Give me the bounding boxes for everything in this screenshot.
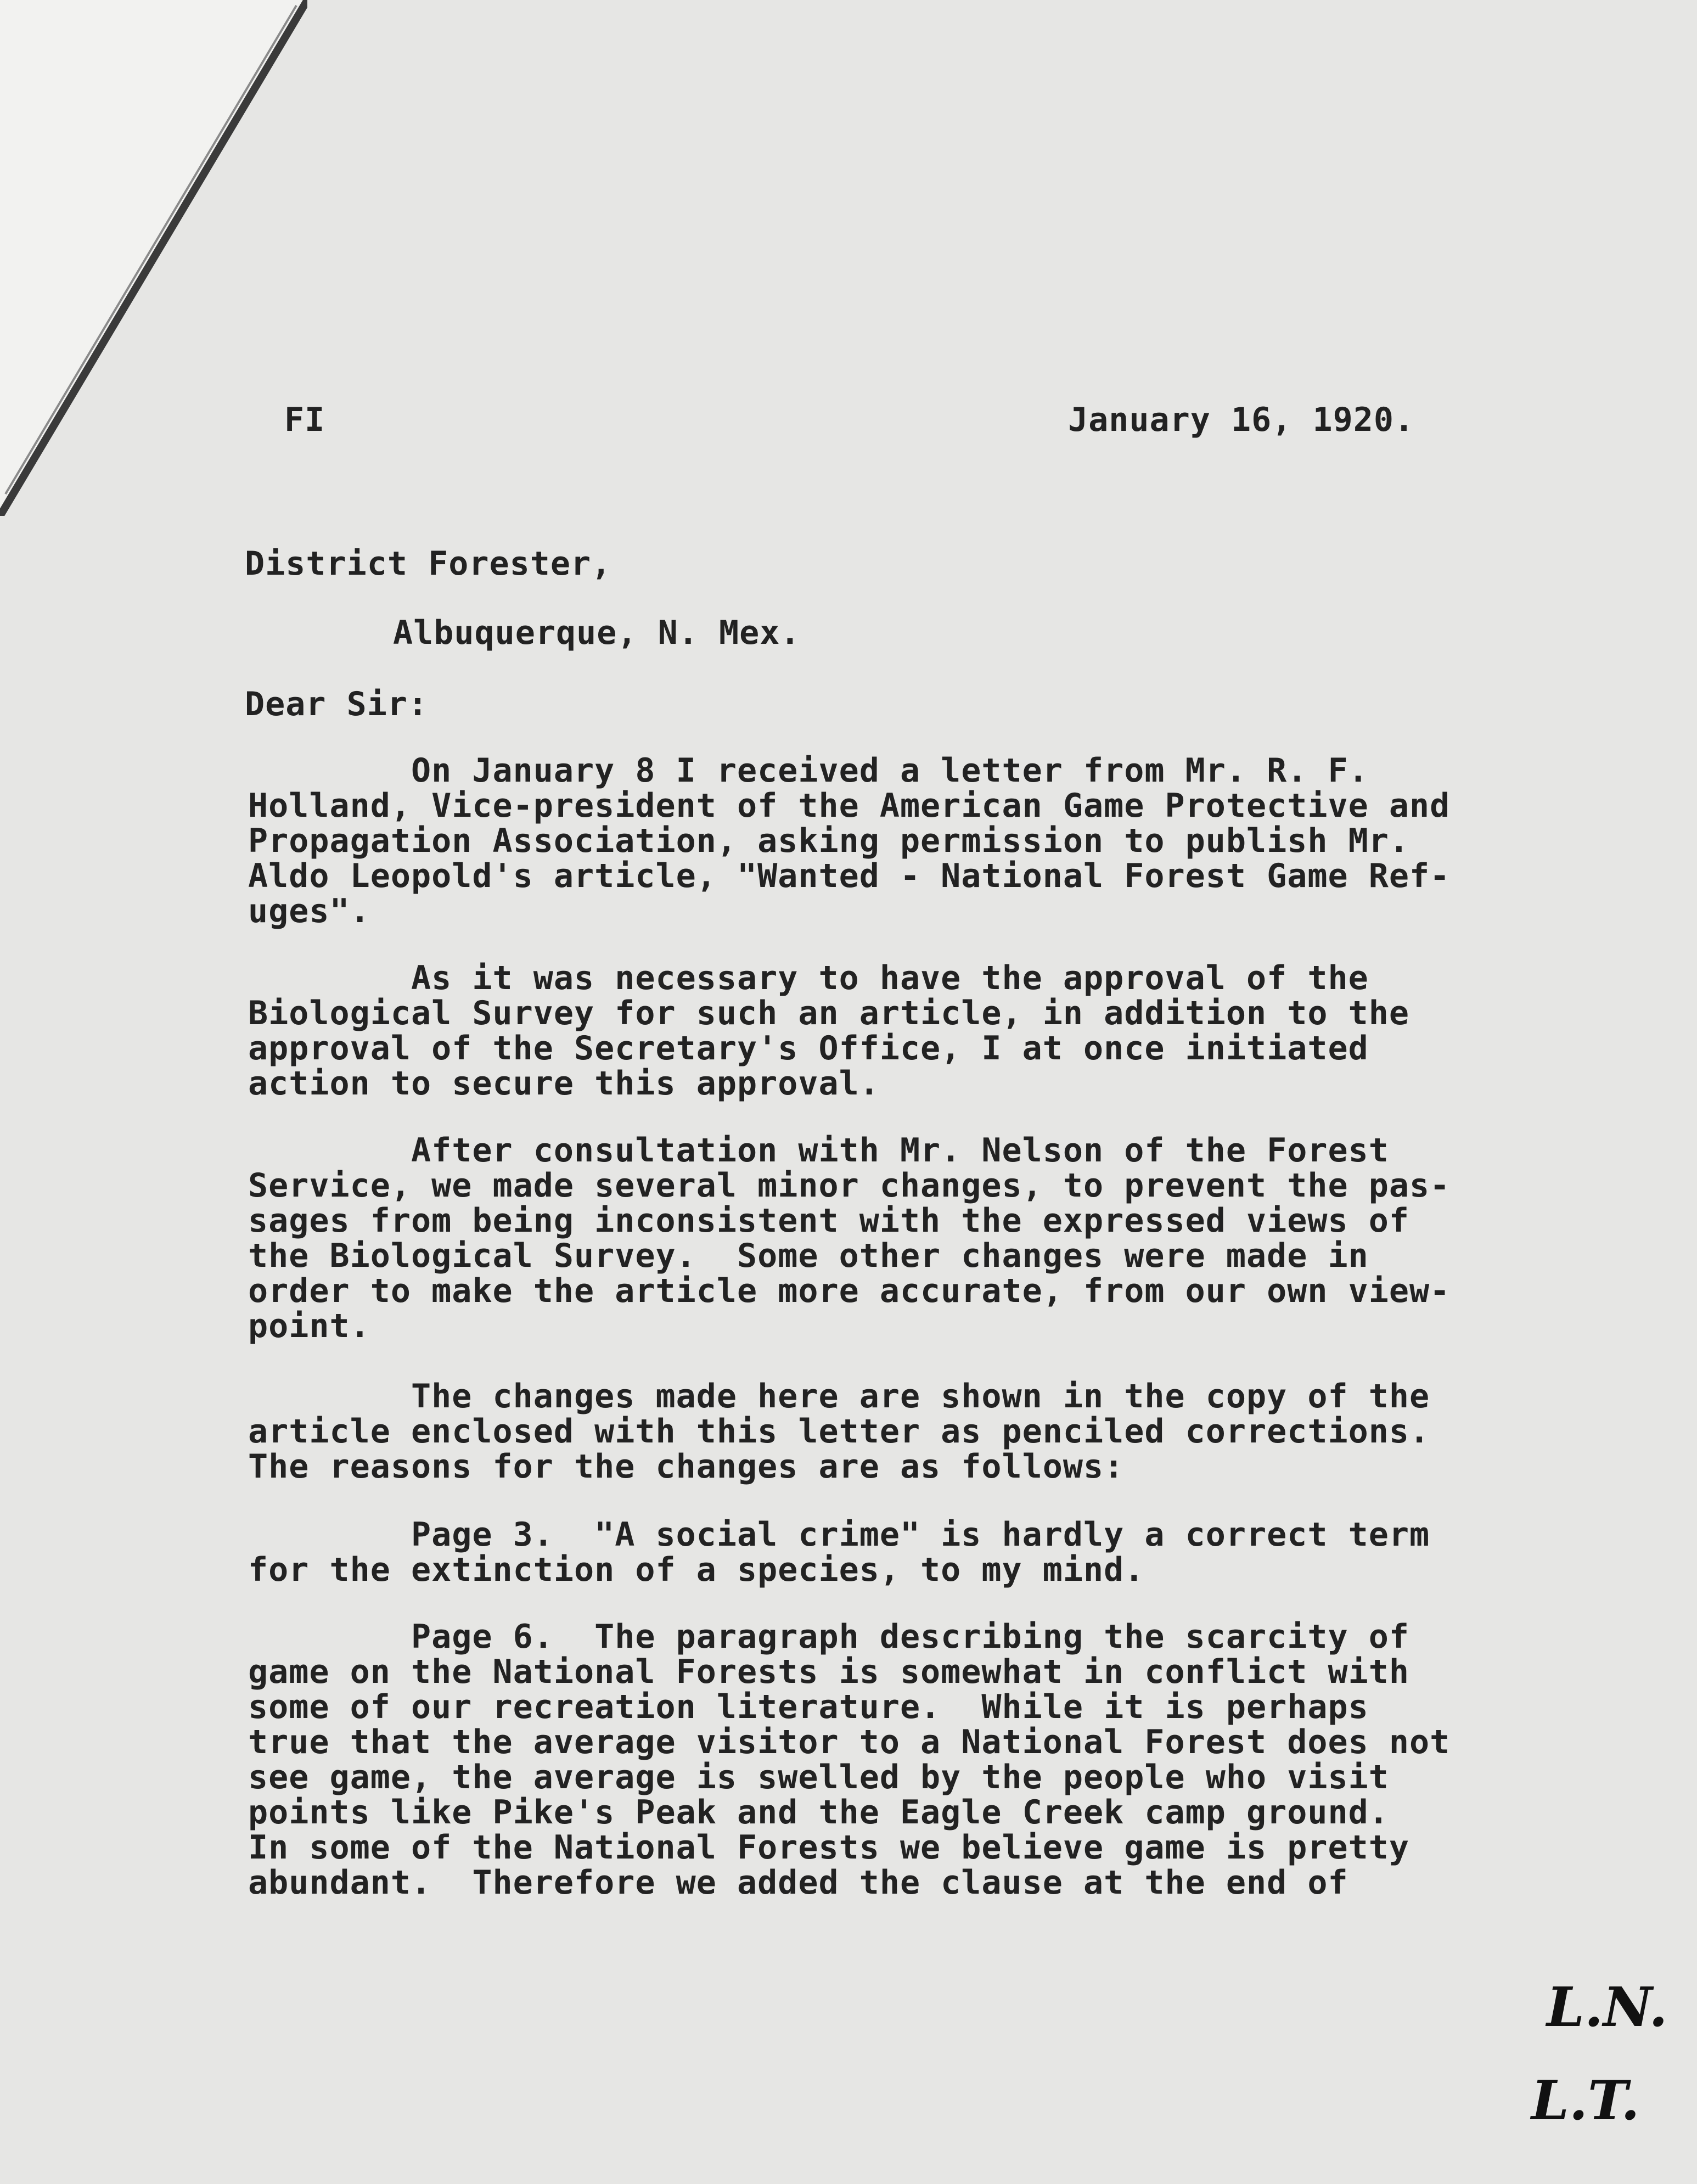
paragraph-1 [248,753,1450,929]
text-line: In some of the National Forests we believe game is pretty [248,1828,1410,1867]
text-line: After consultation with Mr. Nelson of the Forest [248,1131,1389,1170]
text-line: for the extinction of a species, to my mind. [248,1551,1145,1589]
text-line: The reasons for the changes are as follows: [248,1447,1125,1486]
paragraph-4 [248,1379,1430,1484]
text-line: true that the average visitor to a National Forest does not [248,1723,1451,1761]
text-line: Page 3. "A social crime" is hardly a correct term [248,1515,1430,1554]
text-line: abundant. Therefore we added the clause at the end of [248,1863,1348,1902]
recipient-title: District Forester, [245,544,612,583]
text-line: On January 8 I received a letter from Mr. R. F. [248,751,1369,790]
text-line: order to make the article more accurate, from our own view- [248,1272,1451,1310]
text-line: point. [248,1307,370,1345]
text-line: Holland, Vice-president of the American Game Protective and [248,787,1451,825]
letter-date: January 16, 1920. [1068,401,1415,439]
text-line: see game, the average is swelled by the people who visit [248,1758,1389,1796]
text-line: As it was necessary to have the approval of the [248,959,1369,997]
paragraph-6 [248,1619,1450,1900]
paragraph-5 [248,1517,1430,1587]
salutation: Dear Sir: [245,685,429,723]
text-line: action to secure this approval. [248,1064,880,1103]
recipient-location: Albuquerque, N. Mex. [393,614,801,652]
paragraph-2 [248,961,1409,1101]
text-line: Propagation Association, asking permission to publish Mr. [248,822,1410,860]
text-line: approval of the Secretary's Office, I at once initiated [248,1029,1369,1068]
text-line: uges". [248,892,370,930]
text-line: sages from being inconsistent with the expressed views of [248,1202,1410,1240]
text-line: game on the National Forests is somewhat in conflict with [248,1653,1410,1691]
handwritten-initials-1: L.N. [1547,1976,1668,2039]
text-line: Aldo Leopold's article, "Wanted - National Forest Game Ref- [248,857,1451,895]
text-line: article enclosed with this letter as penciled corrections. [248,1412,1430,1451]
text-line: Page 6. The paragraph describing the scarcity of [248,1618,1410,1656]
text-line: The changes made here are shown in the copy of the [248,1377,1430,1416]
office-code: FI [284,401,325,439]
text-line: the Biological Survey. Some other changes were made in [248,1237,1369,1275]
handwritten-initials-2: L.T. [1531,2069,1640,2132]
text-line: points like Pike's Peak and the Eagle Creek camp ground. [248,1793,1389,1832]
page-fold-edge [0,0,307,516]
text-line: Service, we made several minor changes, to prevent the pas- [248,1166,1451,1205]
paragraph-3 [248,1133,1450,1344]
text-line: some of our recreation literature. While it is perhaps [248,1688,1369,1726]
text-line: Biological Survey for such an article, in addition to the [248,994,1410,1032]
